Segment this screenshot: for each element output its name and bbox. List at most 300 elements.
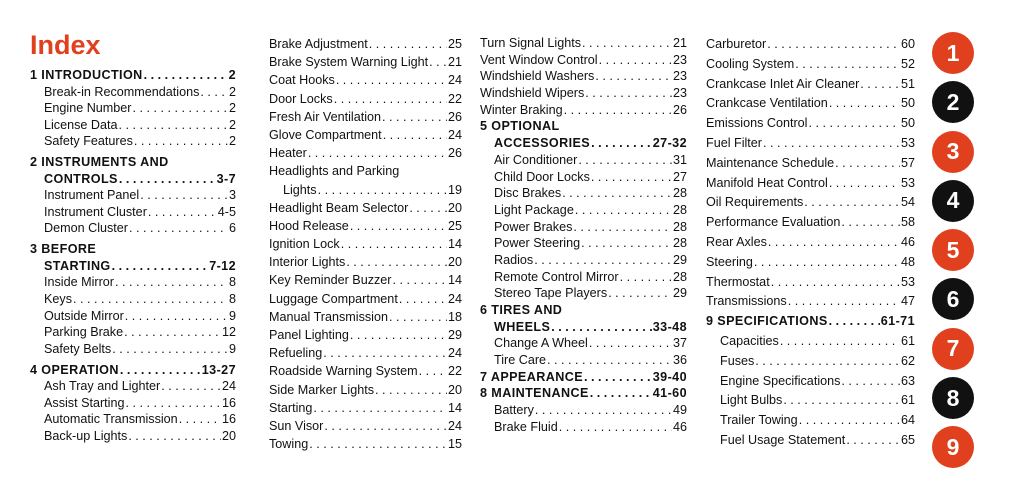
index-entry (30, 100, 236, 117)
page-number: 48 (900, 254, 915, 269)
entry-label: Brake Adjustment (269, 37, 368, 51)
entry-label: Keys (44, 292, 72, 306)
section-heading (30, 241, 236, 258)
dot-leader (799, 411, 900, 431)
page-number: 28 (672, 269, 687, 284)
section-heading (30, 362, 236, 379)
entry-label: Instrument Panel (44, 188, 140, 203)
index-entry (269, 344, 462, 362)
dot-leader (125, 308, 228, 325)
dot-leader (829, 174, 900, 194)
index-column-4 (706, 35, 915, 451)
page-number: 26 (447, 146, 462, 161)
entry-label: Lights (283, 182, 317, 197)
page-number: 20 (447, 382, 462, 397)
entry-label: Remote Control Mirror (494, 269, 619, 284)
entry-label: Performance Evaluation (706, 215, 841, 230)
dot-leader (112, 341, 228, 358)
page-number: 29 (672, 252, 687, 267)
entry-label: Manifold Heat Control (706, 175, 828, 190)
entry-label: Key Reminder Buzzer (269, 273, 392, 288)
index-entry (269, 162, 462, 180)
index-entry (269, 308, 462, 326)
page-number: 36 (672, 353, 687, 368)
page-number: 3-7 (216, 171, 236, 186)
index-entry (480, 402, 687, 419)
entry-label: Stereo Tape Players (494, 286, 608, 301)
entry-label: Fuses (720, 353, 755, 368)
index-entry (30, 220, 236, 237)
index-entry (706, 253, 915, 273)
page-number: 24 (221, 379, 236, 394)
index-entry (706, 233, 915, 253)
section-tab-4: 4 (932, 180, 974, 222)
entry-label: CONTROLS (44, 171, 118, 186)
section-heading (480, 385, 687, 402)
index-entry (480, 335, 687, 352)
entry-label: 7 APPEARANCE (480, 369, 584, 384)
page-number: 25 (447, 218, 462, 233)
dot-leader (115, 274, 228, 291)
index-entry (30, 187, 236, 204)
page-number: 47 (900, 294, 915, 309)
page-number: 16 (221, 395, 236, 410)
entry-label: Hood Release (269, 218, 349, 233)
entry-label: Headlights and Parking (269, 164, 400, 179)
entry-label: Break-in Recommendations (44, 84, 200, 99)
page-number: 61 (900, 393, 915, 408)
dot-leader (346, 253, 447, 271)
section-heading (30, 171, 236, 188)
index-entry (269, 90, 462, 108)
index-entry (269, 235, 462, 253)
page-number: 27 (672, 169, 687, 184)
dot-leader (323, 344, 447, 362)
index-entry (480, 68, 687, 85)
dot-leader (584, 369, 652, 386)
index-entry (30, 428, 236, 445)
dot-leader (375, 381, 447, 399)
page-number: 18 (447, 309, 462, 324)
page-number: 2 (228, 84, 236, 99)
dot-leader (608, 285, 672, 302)
page-number: 54 (900, 195, 915, 210)
entry-label: Starting (269, 400, 313, 415)
index-entry (706, 273, 915, 293)
section-heading (480, 302, 687, 319)
dot-leader (564, 102, 672, 119)
entry-label: Refueling (269, 346, 323, 361)
dot-leader (860, 75, 900, 95)
dot-leader (591, 169, 672, 186)
dot-leader (119, 171, 216, 188)
entry-label: 2 INSTRUMENTS AND (30, 155, 169, 170)
index-entry (269, 53, 462, 71)
index-entry (30, 395, 236, 412)
dot-leader (788, 292, 900, 312)
page-number: 6 (228, 221, 236, 236)
index-entry (269, 181, 462, 199)
entry-label: 5 OPTIONAL (480, 119, 560, 134)
index-entry (30, 308, 236, 325)
index-entry (269, 35, 462, 53)
index-entry (706, 372, 915, 392)
dot-leader (148, 204, 217, 221)
index-entry (269, 417, 462, 435)
page-number: 22 (447, 364, 462, 379)
page-number: 51 (900, 76, 915, 91)
dot-leader (313, 399, 447, 417)
entry-label: Disc Brakes (494, 186, 562, 201)
dot-leader (573, 219, 672, 236)
dot-leader (575, 202, 672, 219)
dot-leader (582, 35, 672, 52)
index-entry (706, 134, 915, 154)
dot-leader (124, 324, 221, 341)
page-number: 2 (228, 134, 236, 149)
dot-leader (767, 35, 900, 55)
page-number: 53 (900, 274, 915, 289)
section-heading (30, 258, 236, 275)
index-entry (480, 219, 687, 236)
dot-leader (161, 378, 221, 395)
dot-leader (763, 134, 900, 154)
page-number: 41-60 (652, 386, 687, 401)
index-entry (706, 114, 915, 134)
index-entry (480, 352, 687, 369)
dot-leader (841, 372, 900, 392)
section-tab-3: 3 (932, 131, 974, 173)
page-number: 26 (672, 102, 687, 117)
dot-leader (336, 71, 447, 89)
dot-leader (119, 117, 228, 134)
entry-label: Radios (494, 252, 534, 267)
index-entry (30, 84, 236, 101)
index-entry (706, 332, 915, 352)
entry-label: 6 TIRES AND (480, 303, 563, 317)
dot-leader (389, 308, 447, 326)
dot-leader (126, 395, 221, 412)
section-tab-5: 5 (932, 229, 974, 271)
dot-leader (382, 108, 447, 126)
section-tabs (932, 32, 974, 476)
section-heading (30, 154, 236, 171)
section-tab-7: 7 (932, 328, 974, 370)
dot-leader (140, 187, 228, 204)
entry-label: Panel Lighting (269, 328, 349, 342)
index-entry (269, 217, 462, 235)
page-number: 39-40 (652, 369, 687, 384)
dot-leader (595, 68, 672, 85)
entry-label: Brake Fluid (494, 419, 558, 434)
dot-leader (771, 273, 900, 293)
index-entry (269, 253, 462, 271)
index-entry (30, 133, 236, 150)
section-tab-8: 8 (932, 377, 974, 419)
page-number: 20 (447, 255, 462, 270)
dot-leader (144, 67, 228, 84)
dot-leader (334, 90, 447, 108)
entry-label: Battery (494, 403, 534, 418)
page-number: 15 (447, 437, 462, 452)
index-entry (480, 285, 687, 302)
index-entry (706, 352, 915, 372)
section-heading (480, 118, 687, 135)
page-number: 19 (447, 182, 462, 197)
entry-label: Emissions Control (706, 116, 808, 131)
index-column-3 (480, 35, 687, 436)
index-entry (269, 362, 462, 380)
page-number: 25 (447, 37, 462, 51)
entry-label: Fresh Air Ventilation (269, 109, 382, 124)
entry-label: Headlight Beam Selector (269, 200, 409, 215)
index-entry (480, 419, 687, 436)
page-number: 28 (672, 236, 687, 251)
page-number: 28 (672, 186, 687, 201)
index-entry (706, 391, 915, 411)
index-entry (269, 199, 462, 217)
page-number: 14 (447, 237, 462, 252)
page-number: 28 (672, 219, 687, 234)
index-entry (706, 55, 915, 75)
dot-leader (562, 185, 672, 202)
dot-leader (429, 53, 447, 71)
dot-leader (829, 312, 880, 332)
index-entry (30, 411, 236, 428)
index-entry (706, 75, 915, 95)
entry-label: STARTING (44, 258, 111, 273)
entry-label: Oil Requirements (706, 195, 804, 210)
index-entry (706, 431, 915, 451)
page-number: 9 (228, 341, 236, 356)
index-entry (706, 94, 915, 114)
entry-label: Cooling System (706, 56, 795, 71)
page-number: 62 (900, 353, 915, 368)
page-number: 24 (447, 418, 462, 433)
section-tab-6: 6 (932, 278, 974, 320)
dot-leader (754, 253, 900, 273)
index-entry (269, 144, 462, 162)
dot-leader (393, 271, 447, 289)
entry-label: Fuel Usage Statement (720, 432, 846, 447)
page-number: 46 (672, 419, 687, 434)
page-number: 29 (447, 328, 462, 342)
index-entry (706, 35, 915, 55)
page-number: 28 (672, 202, 687, 217)
entry-label: Safety Belts (44, 341, 112, 356)
dot-leader (829, 94, 900, 114)
dot-leader (318, 181, 447, 199)
page-number: 14 (447, 273, 462, 288)
dot-leader (112, 258, 209, 275)
dot-leader (581, 235, 672, 252)
index-entry (30, 204, 236, 221)
entry-label: Safety Features (44, 134, 133, 149)
entry-label: Outside Mirror (44, 308, 124, 323)
entry-label: Rear Axles (706, 234, 767, 249)
dot-leader (369, 35, 447, 53)
dot-leader (324, 417, 447, 435)
page-number: 24 (447, 291, 462, 306)
page-number: 61 (900, 333, 915, 348)
page-number: 8 (228, 275, 236, 290)
dot-leader (308, 144, 447, 162)
index-entry (706, 292, 915, 312)
section-heading (480, 135, 687, 152)
entry-label: Automatic Transmission (44, 412, 178, 427)
index-entry (30, 274, 236, 291)
entry-label: Winter Braking (480, 102, 563, 117)
page-number: 16 (221, 412, 236, 427)
dot-leader (179, 411, 221, 428)
page-number: 13-27 (201, 362, 236, 377)
index-entry (269, 326, 462, 344)
page-number: 27-32 (652, 136, 687, 151)
page-number: 58 (900, 215, 915, 230)
dot-leader (551, 319, 652, 336)
dot-leader (341, 235, 447, 253)
index-entry (480, 185, 687, 202)
dot-leader (419, 362, 447, 380)
dot-leader (409, 199, 447, 217)
dot-leader (841, 213, 900, 233)
page-number: 60 (900, 37, 915, 51)
dot-leader (589, 335, 672, 352)
entry-label: Towing (269, 437, 309, 452)
section-tab-9: 9 (932, 426, 974, 468)
dot-leader (350, 217, 447, 235)
entry-label: Turn Signal Lights (480, 36, 582, 50)
dot-leader (599, 52, 672, 69)
page-number: 23 (672, 86, 687, 101)
entry-label: Inside Mirror (44, 275, 114, 290)
page-number: 8 (228, 292, 236, 306)
dot-leader (591, 135, 652, 152)
page-number: 37 (672, 336, 687, 351)
section-heading (30, 67, 236, 84)
entry-label: Brake System Warning Light (269, 55, 429, 70)
page-number: 14 (447, 400, 462, 415)
section-heading (706, 312, 915, 332)
entry-label: Crankcase Ventilation (706, 96, 828, 111)
dot-leader (808, 114, 900, 134)
dot-leader (620, 269, 672, 286)
section-heading (480, 369, 687, 386)
index-entry (480, 169, 687, 186)
entry-label: Engine Specifications (720, 373, 841, 388)
entry-label: Interior Lights (269, 255, 346, 270)
entry-label: Light Bulbs (720, 393, 783, 408)
section-heading (480, 319, 687, 336)
dot-leader (804, 193, 900, 213)
index-entry (269, 71, 462, 89)
entry-label: Vent Window Control (480, 52, 598, 67)
index-entry (706, 154, 915, 174)
dot-leader (399, 290, 447, 308)
entry-label: Assist Starting (44, 395, 125, 410)
entry-label: Side Marker Lights (269, 382, 374, 397)
dot-leader (383, 126, 447, 144)
entry-label: Child Door Locks (494, 169, 590, 184)
index-entry (30, 117, 236, 134)
entry-label: Thermostat (706, 274, 770, 289)
entry-label: Door Locks (269, 91, 333, 106)
entry-label: Light Package (494, 202, 574, 217)
page-number: 46 (900, 234, 915, 249)
entry-label: Transmissions (706, 294, 787, 309)
entry-label: 8 MAINTENANCE (480, 386, 589, 401)
page-number: 64 (900, 413, 915, 428)
index-entry (30, 341, 236, 358)
page-number: 52 (900, 56, 915, 71)
entry-label: 9 SPECIFICATIONS (706, 314, 828, 329)
page-number: 49 (672, 403, 687, 418)
dot-leader (350, 326, 447, 344)
dot-leader (835, 154, 900, 174)
entry-label: Coat Hooks (269, 73, 335, 88)
dot-leader (134, 133, 228, 150)
entry-label: Windshield Wipers (480, 86, 585, 101)
page-number: 7-12 (209, 258, 236, 273)
page-number: 61-71 (880, 314, 915, 329)
entry-label: Steering (706, 254, 753, 269)
entry-label: Engine Number (44, 101, 132, 116)
page-number: 21 (672, 36, 687, 50)
dot-leader (133, 100, 228, 117)
entry-label: Trailer Towing (720, 413, 798, 428)
index-entry (269, 108, 462, 126)
entry-label: Air Conditioner (494, 152, 578, 167)
entry-label: Manual Transmission (269, 309, 388, 324)
page-number: 50 (900, 96, 915, 111)
page-number: 20 (221, 428, 236, 443)
page-number: 53 (900, 135, 915, 150)
entry-label: Carburetor (706, 37, 767, 51)
page-number: 24 (447, 127, 462, 142)
page-number: 50 (900, 116, 915, 131)
entry-label: Sun Visor (269, 418, 324, 433)
dot-leader (200, 84, 228, 101)
dot-leader (783, 391, 900, 411)
dot-leader (780, 332, 900, 352)
entry-label: Heater (269, 146, 307, 161)
index-entry (480, 85, 687, 102)
dot-leader (590, 385, 652, 402)
page-number: 12 (221, 325, 236, 340)
entry-label: 4 OPERATION (30, 362, 119, 377)
page-number: 9 (228, 308, 236, 323)
entry-label: License Data (44, 117, 118, 132)
index-entry (269, 435, 462, 453)
entry-label: Luggage Compartment (269, 291, 398, 306)
page-number: 29 (672, 286, 687, 301)
page-number: 3 (228, 188, 236, 203)
entry-label: Back-up Lights (44, 428, 128, 443)
index-entry (706, 174, 915, 194)
entry-label: Change A Wheel (494, 336, 588, 351)
page-number: 63 (900, 373, 915, 388)
page-number: 23 (672, 69, 687, 84)
page-number: 24 (447, 73, 462, 88)
index-entry (480, 202, 687, 219)
page-number: 33-48 (652, 319, 687, 334)
index-column-2 (269, 35, 462, 453)
entry-label: Maintenance Schedule (706, 155, 835, 170)
index-entry (30, 291, 236, 308)
entry-label: Ash Tray and Lighter (44, 379, 161, 394)
entry-label: 1 INTRODUCTION (30, 68, 143, 82)
entry-label: Instrument Cluster (44, 204, 147, 219)
